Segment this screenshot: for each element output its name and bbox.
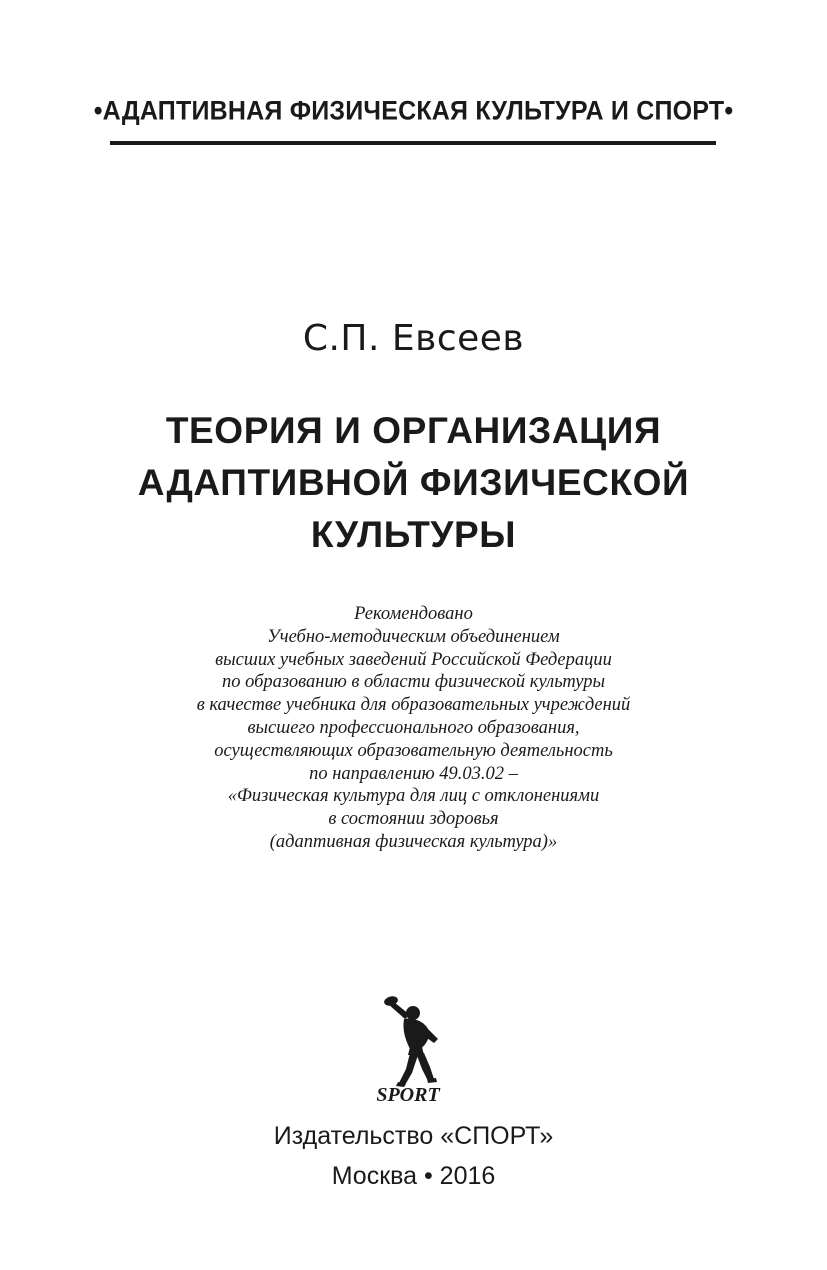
recommendation-line: высших учебных заведений Российской Федерации [215,649,612,670]
recommendation-line: Рекомендовано [354,604,473,624]
recommendation-line: высшего профессионального образования, [247,717,580,738]
book-title-line: ТЕОРИЯ И ОРГАНИЗАЦИЯ [165,410,662,451]
recommendation-line: в состоянии здоровья [328,809,499,830]
recommendation-line: по направлению 49.03.02 – [309,763,518,784]
recommendation-line: по образованию в области физической культуры [221,672,606,693]
book-title [0,405,827,561]
recommendation-line: осуществляющих образовательную деятельность [214,740,613,761]
book-title-line: АДАПТИВНОЙ ФИЗИЧЕСКОЙ [137,462,690,503]
logo-wordmark: SPORT [376,1084,440,1105]
recommendation-line: «Физическая культура для лиц с отклонениями [227,786,600,807]
recommendation-line: в качестве учебника для образовательных учреждений [196,695,631,716]
book-title-line: КУЛЬТУРЫ [310,514,517,555]
series-title: •АДАПТИВНАЯ ФИЗИЧЕСКАЯ КУЛЬТУРА И СПОРТ• [93,95,734,127]
publisher-name: Издательство «СПОРТ» [273,1122,554,1150]
city-year: Москва • 2016 [331,1162,496,1190]
discus-thrower-icon [358,993,458,1105]
author-name: С.П. Евсеев [302,318,525,359]
recommendation-line: (адаптивная физическая культура)» [269,831,558,852]
recommendation-line: Учебно-методическим объединением [267,626,560,647]
publisher-logo [358,993,458,1105]
series-divider [110,141,716,145]
recommendation-block [0,603,827,854]
